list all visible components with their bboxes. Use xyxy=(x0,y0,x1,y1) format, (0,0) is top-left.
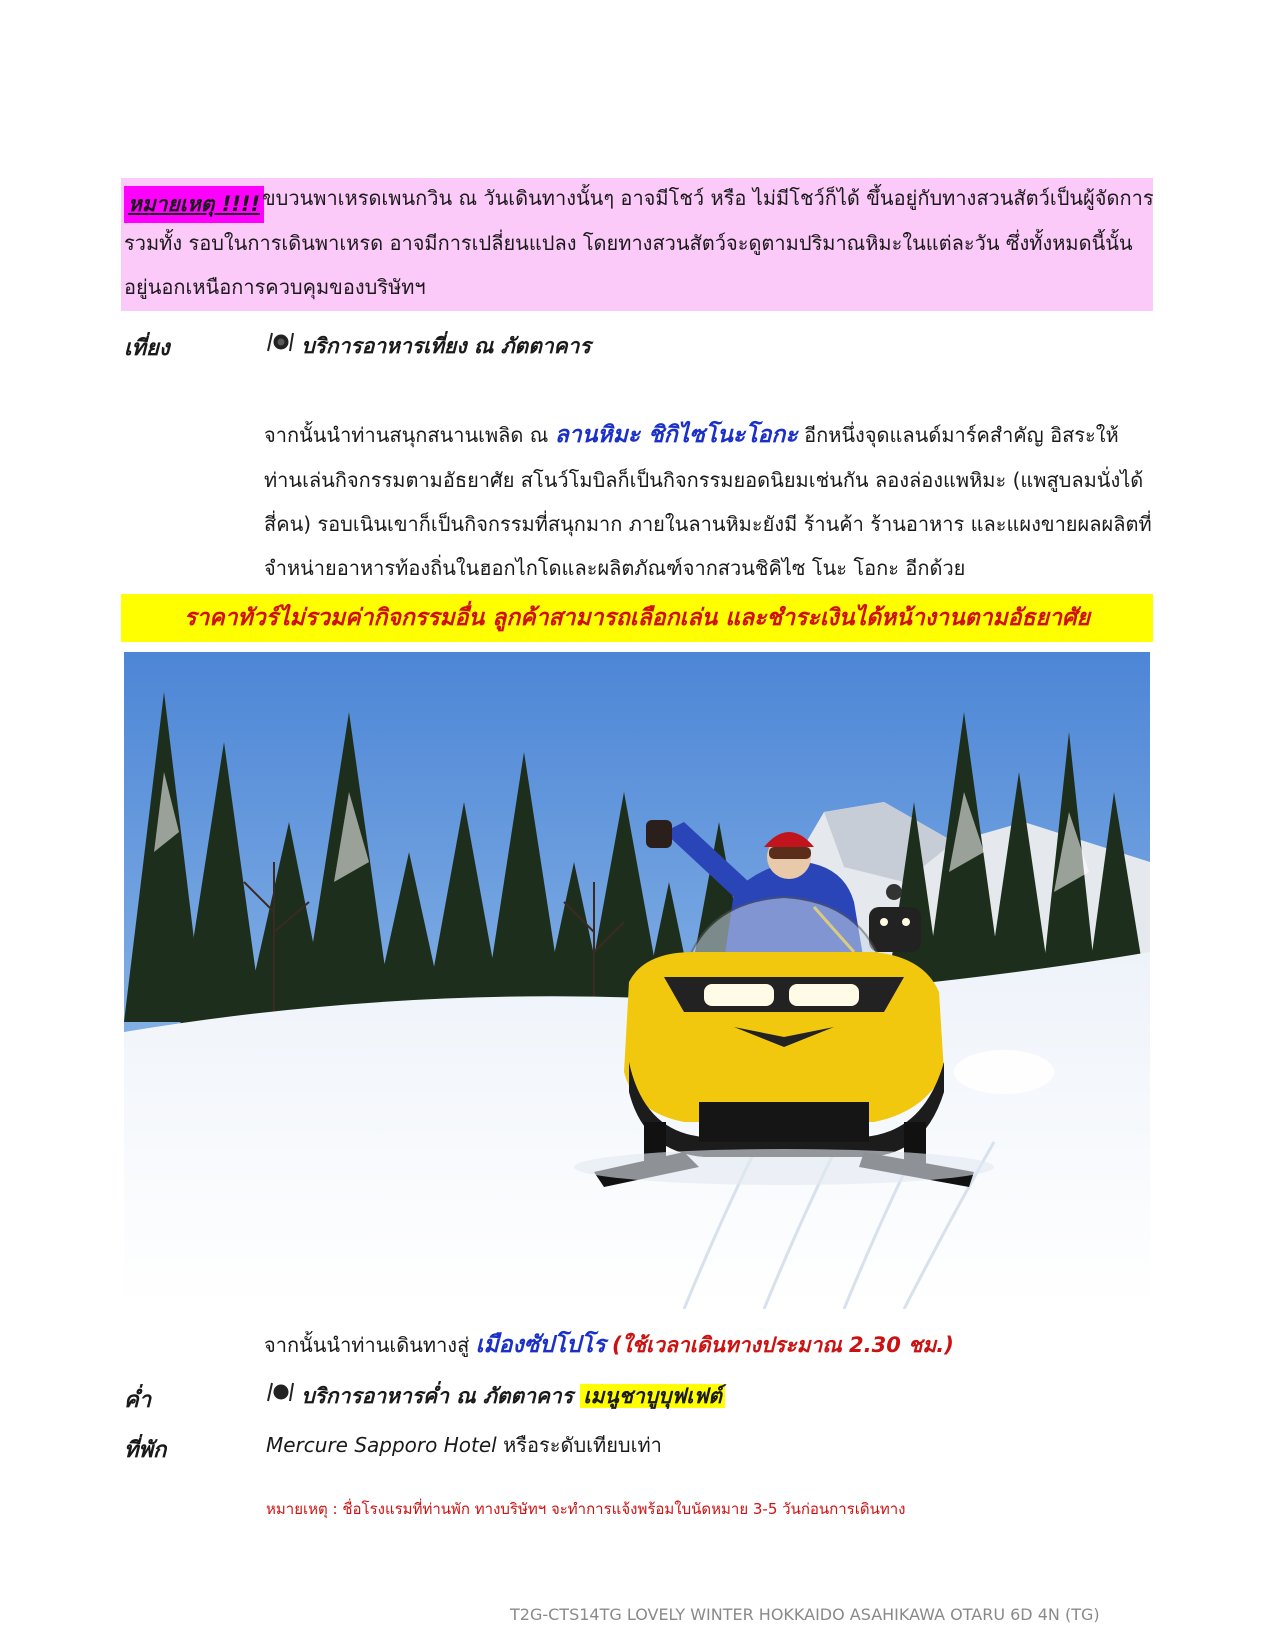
transfer-pre: จากนั้นนำท่านเดินทางสู่ xyxy=(264,1333,470,1357)
transfer-destination: เมืองซัปโปโร xyxy=(475,1332,606,1358)
hotel-name: Mercure Sapporo Hotel xyxy=(266,1433,497,1457)
activity-line-4: จำหน่ายอาหารท้องถิ่นในฮอกไกโดและผลิตภัณฑ์จากสวนชิคิไซ โนะ โอกะ อีกด้วย xyxy=(264,556,966,580)
note-line-2: รวมทั้ง รอบในการเดินพาเหรด อาจมีการเปลี่ยนแปลง โดยทางสวนสัตว์จะดูตามปริมาณหิมะในแต่ละวัน ซึ่งทั้งหมดนี้นั้น xyxy=(124,231,1133,255)
dinner-line xyxy=(266,1380,725,1413)
snowmobile-photo xyxy=(124,652,1150,1309)
hotel-suffix: หรือระดับเทียบเท่า xyxy=(503,1433,662,1457)
dinner-menu-highlight: เมนูชาบูบุฟเฟต์ xyxy=(580,1384,725,1408)
hotel-line xyxy=(266,1430,662,1460)
lunch-label: เที่ยง xyxy=(124,336,170,361)
activity-place-highlight: ลานหิมะ ชิกิไซโนะโอกะ xyxy=(554,422,798,448)
price-banner xyxy=(121,594,1153,642)
transfer-line xyxy=(264,1330,954,1360)
activity-line-3: สี่คน) รอบเนินเขาก็เป็นกิจกรรมที่สนุกมาก ภายในลานหิมะยังมี ร้านค้า ร้านอาหาร และแผงขายผลผลิตที่ xyxy=(264,512,1152,536)
activity-line-2: ท่านเล่นกิจกรรมตามอัธยาศัย สโนว์โมบิลก็เป็นกิจกรรมยอดนิยมเช่นกัน ลองล่องแพหิมะ (แพสูบลมนั่งได้ xyxy=(264,468,1144,492)
activity-line-1 xyxy=(264,420,1119,450)
price-banner-text: ราคาทัวร์ไม่รวมค่ากิจกรรมอื่น ลูกค้าสามารถเลือกเล่น และชำระเงินได้หน้างานตามอัธยาศัย xyxy=(183,605,1091,631)
hotel-label: ที่พัก xyxy=(124,1438,167,1463)
activity-line-1-post: อีกหนึ่งจุดแลนด์มาร์คสำคัญ อิสระให้ xyxy=(804,423,1119,447)
transfer-duration: (ใช้เวลาเดินทางประมาณ 2.30 ชม.) xyxy=(611,1333,954,1357)
plate-icon xyxy=(266,334,294,358)
dinner-text: บริการอาหารค่ำ ณ ภัตตาคาร xyxy=(301,1384,573,1408)
lunch-text: บริการอาหารเที่ยง ณ ภัตตาคาร xyxy=(301,334,591,358)
plate-icon xyxy=(266,1384,294,1408)
note-label: หมายเหตุ !!!! xyxy=(124,186,264,223)
hotel-note: หมายเหตุ : ชื่อโรงแรมที่ท่านพัก ทางบริษัทฯ จะทำการแจ้งพร้อมใบนัดหมาย 3-5 วันก่อนการเดินทาง xyxy=(266,1500,906,1518)
dinner-label: ค่ำ xyxy=(124,1388,152,1413)
lunch-line xyxy=(266,330,591,363)
page-footer: T2G-CTS14TG LOVELY WINTER HOKKAIDO ASAHIKAWA OTARU 6D 4N (TG) xyxy=(510,1605,1100,1624)
note-line-1: ขบวนพาเหรดเพนกวิน ณ วันเดินทางนั้นๆ อาจมีโชว์ หรือ ไม่มีโชว์ก็ได้ ขึ้นอยู่กับทางสวนสัตว์เป็นผู้จัดการ xyxy=(262,186,1154,210)
activity-line-1-pre: จากนั้นนำท่านสนุกสนานเพลิด ณ xyxy=(264,423,549,447)
note-line-3: อยู่นอกเหนือการควบคุมของบริษัทฯ xyxy=(124,275,426,299)
